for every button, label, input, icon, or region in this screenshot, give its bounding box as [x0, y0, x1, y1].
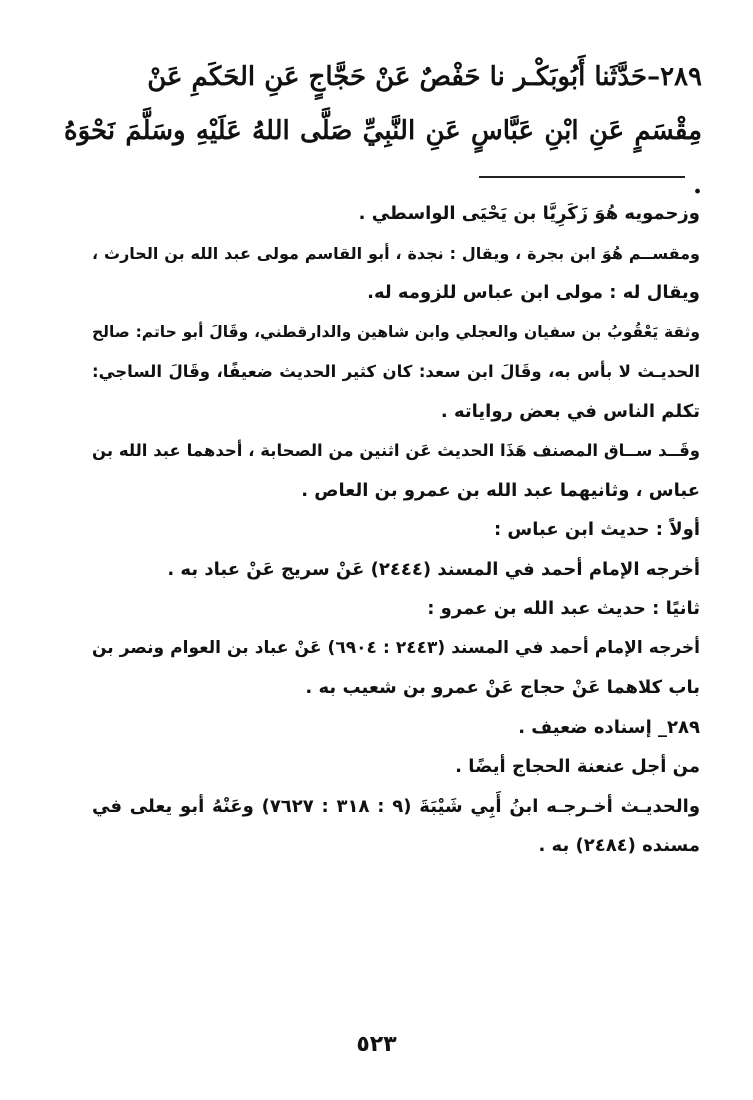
note-line: ومقســم هُوَ ابن بجرة ، ويقال : نجدة ، أبو القاسم مولى عبد الله بن الحارث ،	[92, 243, 700, 263]
hadith-line: ٢٨٩–حَدَّثَنا أَبُوبَكْـر نا حَفْصٌ عَنْ حَجَّاجٍ عَنِ الحَكَمِ عَنْ	[147, 62, 702, 92]
footnote-divider	[479, 176, 685, 178]
footnotes	[92, 194, 700, 866]
page-number: ٥٢٣	[356, 1032, 397, 1057]
note-line: ٢٨٩_ إسناده ضعيف .	[518, 716, 700, 738]
note-line: وثقة يَعْقُوبُ بن سفيان والعجلي وابن شاهين والدارقطني، وقَالَ أبو حاتم: صالح	[92, 322, 700, 341]
note-line: ثانيًا : حديث عبد الله بن عمرو :	[427, 598, 700, 619]
note-line: من أجل عنعنة الحجاج أيضًا .	[455, 756, 700, 777]
note-line: والحديـث أخـرجـه ابنُ أَبِي شَيْبَةَ (٩ : ٣١٨ : ٧٦٢٧) وعَنْهُ أبو يعلى في	[92, 795, 701, 817]
note-line: عباس ، وثانيهما عبد الله بن عمرو بن العاص .	[301, 479, 700, 501]
note-line: مسنده (٢٤٨٤) به .	[538, 835, 700, 856]
hadith-text	[64, 50, 702, 212]
note-line: تكلم الناس في بعض رواياته .	[440, 400, 700, 422]
note-line: أولاً : حديث ابن عباس :	[493, 519, 700, 540]
note-line: وزحمويه هُوَ زَكَرِيَّا بن يَحْيَى الواسطي .	[358, 203, 700, 224]
note-line: أخرجه الإمام أحمد في المسند (٢٤٤٤) عَنْ سريج عَنْ عباد به .	[167, 558, 700, 580]
note-line: باب كلاهما عَنْ حجاج عَنْ عمرو بن شعيب به .	[305, 677, 700, 698]
note-line: أخرجه الإمام أحمد في المسند (٢٤٤٣ : ٦٩٠٤) عَنْ عباد بن العوام ونصر بن	[92, 637, 700, 658]
note-line: وقَــد ســاق المصنف هَذَا الحديث عَن اثنين من الصحابة ، أحدهما عبد الله بن	[92, 441, 700, 460]
note-line: الحديـث لا بأس به، وقَالَ ابن سعد: كان كثير الحديث ضعيفًا، وقَالَ الساجي:	[92, 362, 700, 381]
hadith-line: مِقْسَمٍ عَنِ ابْنِ عَبَّاسٍ عَنِ النَّبِيِّ صَلَّى اللهُ عَلَيْهِ وسَلَّمَ نَحْوَهُ .	[64, 116, 702, 200]
note-line: ويقال له : مولى ابن عباس للزومه له.	[367, 282, 700, 303]
